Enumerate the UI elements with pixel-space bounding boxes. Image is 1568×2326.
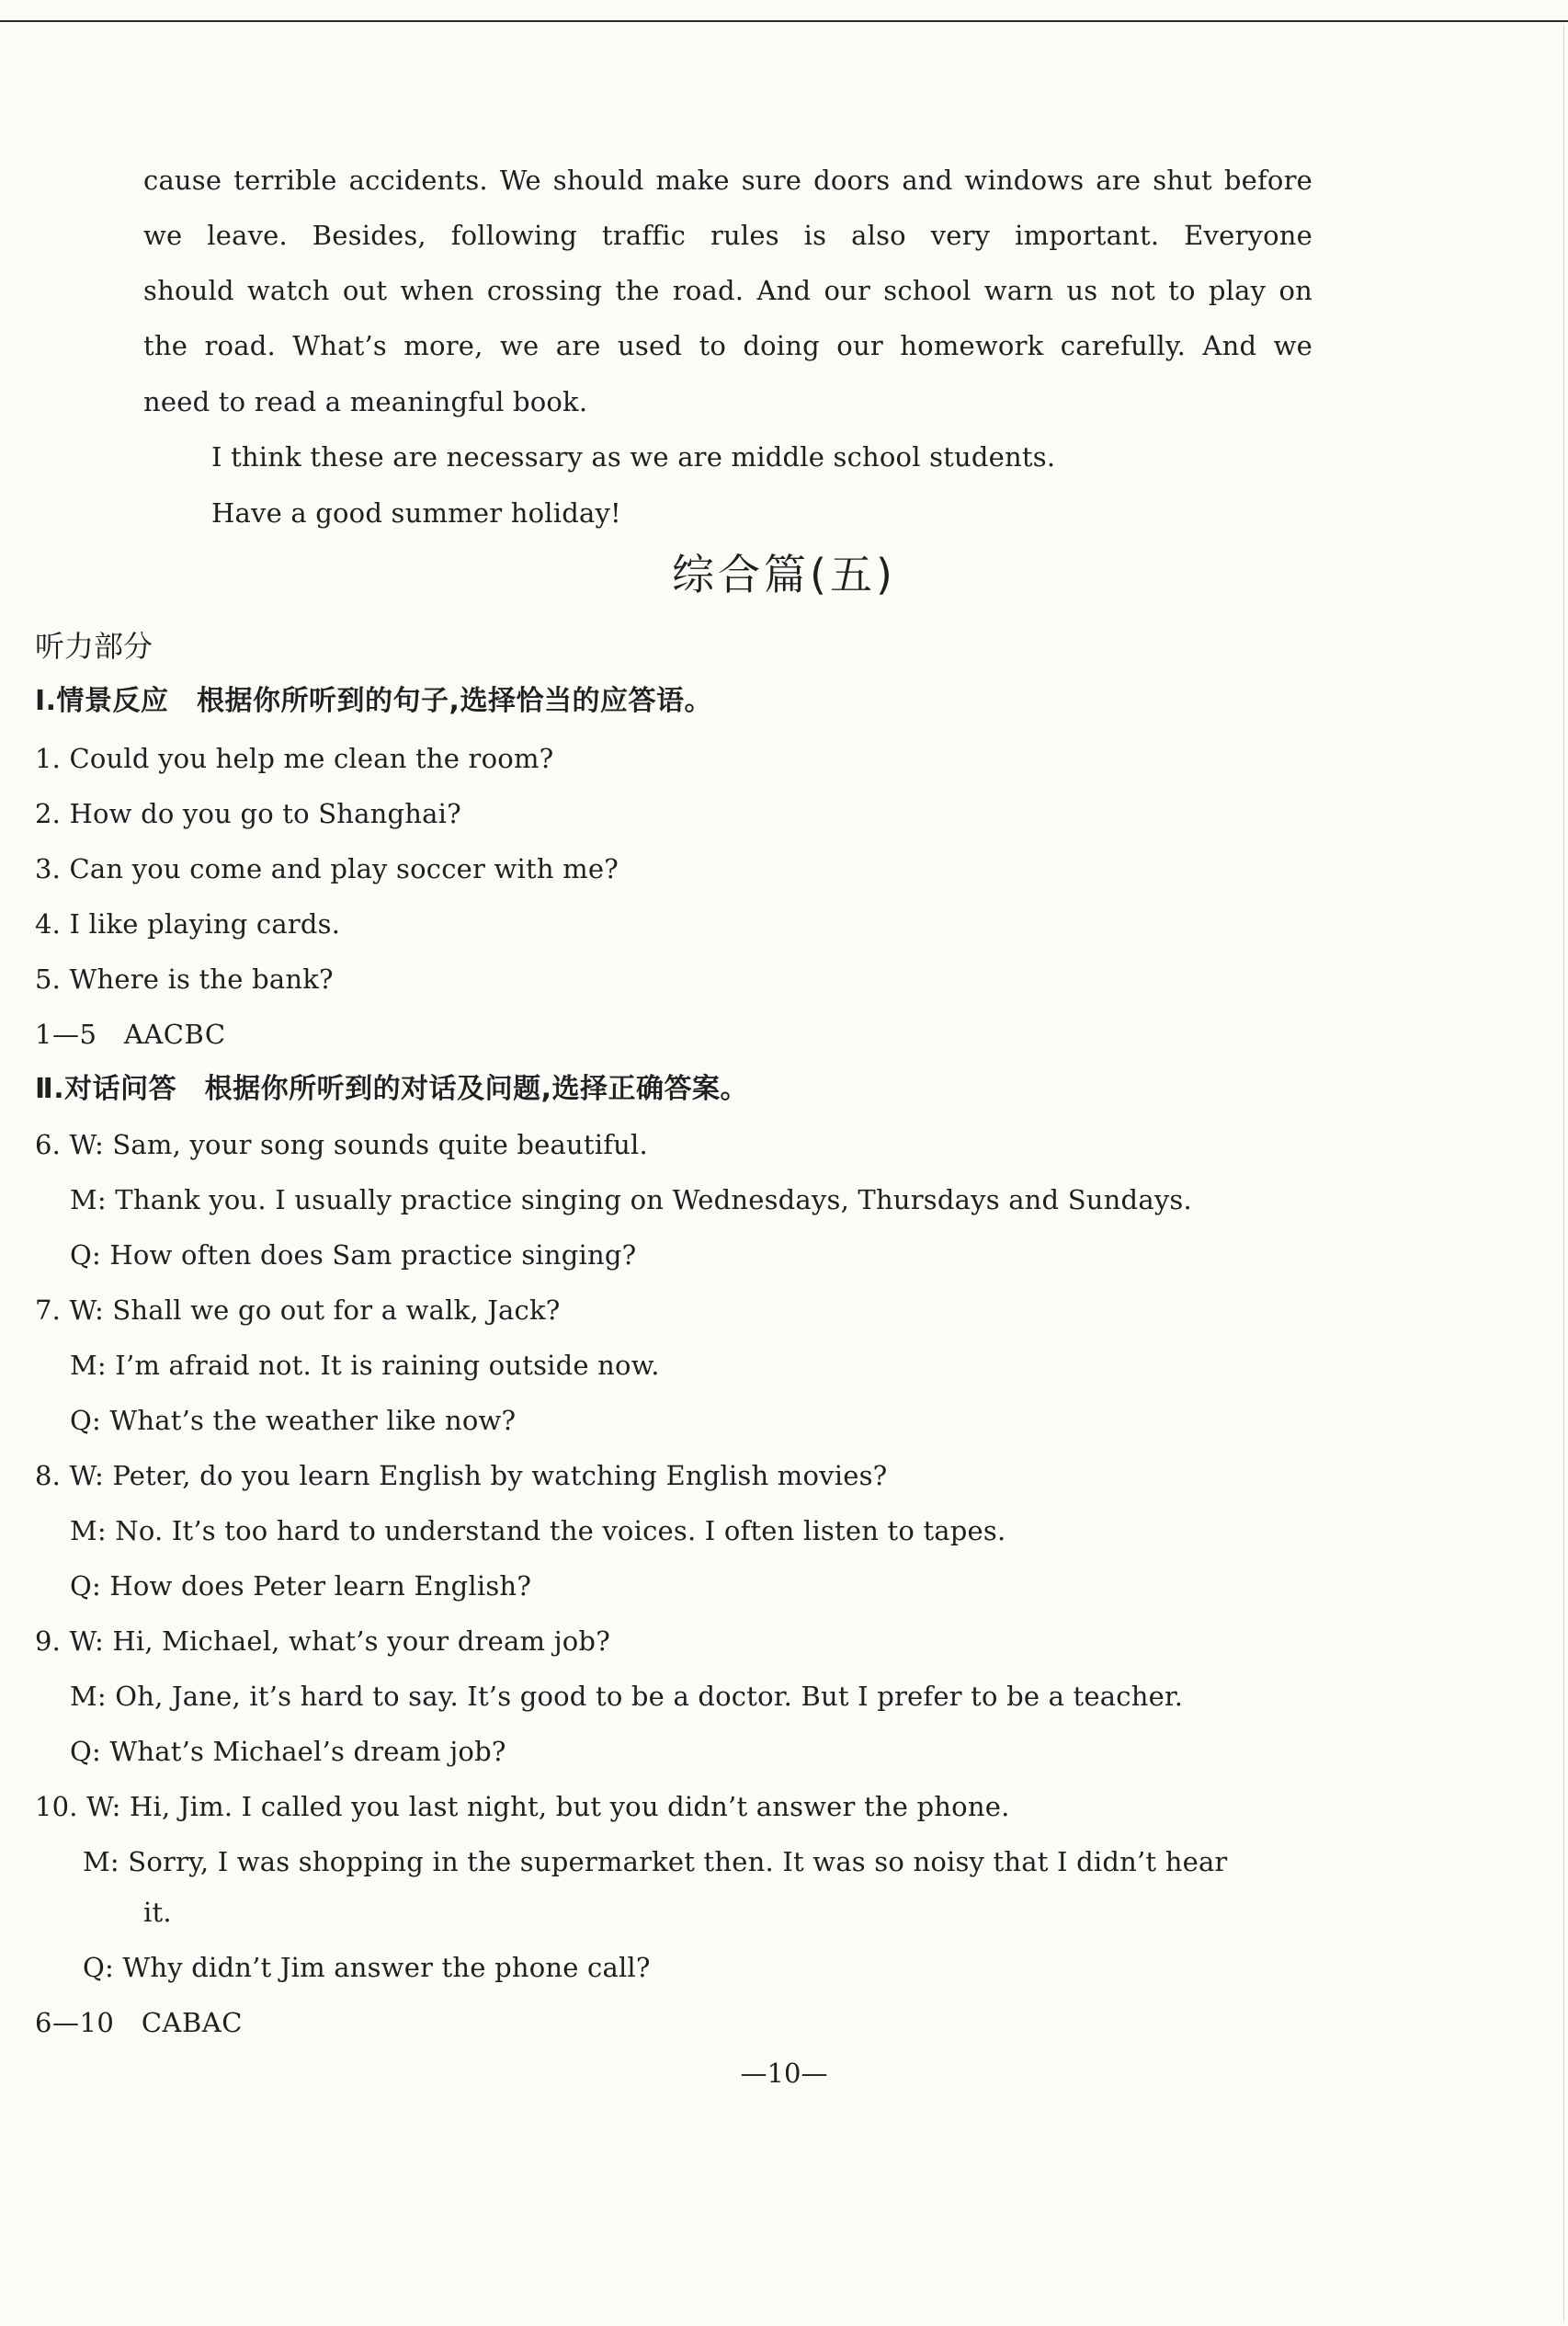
dialogue-7-q: Q: What’s the weather like now? [70, 1405, 517, 1436]
page-number: —10— [740, 2058, 828, 2089]
dialogue-6-q: Q: How often does Sam practice singing? [70, 1239, 637, 1271]
part1-item-2: 2. How do you go to Shanghai? [35, 798, 461, 829]
section-title: 综合篇(五) [672, 550, 896, 599]
dialogue-7-w: 7. W: Shall we go out for a walk, Jack? [35, 1294, 561, 1326]
passage-line-4: the road. What’s more, we are used to doing our homework carefully. And we [143, 330, 1312, 361]
dialogue-10-m-cont: it. [143, 1897, 172, 1928]
part2-answers: 6—10 CABAC [35, 2007, 243, 2038]
part1-heading: Ⅰ.情景反应 根据你所听到的句子,选择恰当的应答语。 [35, 685, 712, 717]
dialogue-10-w: 10. W: Hi, Jim. I called you last night, but you didn’t answer the phone. [35, 1791, 1010, 1822]
part1-item-4: 4. I like playing cards. [35, 908, 341, 940]
dialogue-10-q: Q: Why didn’t Jim answer the phone call? [83, 1952, 651, 1983]
dialogue-6-m: M: Thank you. I usually practice singing on Wednesdays, Thursdays and Sundays. [70, 1184, 1192, 1215]
passage-line-2: we leave. Besides, following traffic rules is also very important. Everyone [143, 220, 1312, 251]
passage-line-1: cause terrible accidents. We should make sure doors and windows are shut before [143, 165, 1312, 196]
dialogue-8-q: Q: How does Peter learn English? [70, 1570, 532, 1602]
dialogue-6-w: 6. W: Sam, your song sounds quite beautiful. [35, 1129, 648, 1160]
passage-paragraph-2: I think these are necessary as we are middle school students. [211, 441, 1056, 473]
passage-paragraph-3: Have a good summer holiday! [211, 497, 621, 529]
dialogue-9-w: 9. W: Hi, Michael, what’s your dream job? [35, 1625, 610, 1657]
listening-section-heading: 听力部分 [35, 629, 153, 664]
part1-item-5: 5. Where is the bank? [35, 963, 334, 995]
dialogue-9-m: M: Oh, Jane, it’s hard to say. It’s good to be a doctor. But I prefer to be a teacher. [70, 1681, 1184, 1712]
passage-line-5: need to read a meaningful book. [143, 386, 588, 417]
dialogue-8-w: 8. W: Peter, do you learn English by watching English movies? [35, 1460, 888, 1491]
dialogue-10-m: M: Sorry, I was shopping in the supermarket then. It was so noisy that I didn’t hear [83, 1846, 1228, 1877]
part1-item-3: 3. Can you come and play soccer with me? [35, 853, 619, 884]
part1-answers: 1—5 AACBC [35, 1019, 226, 1050]
part2-heading: Ⅱ.对话问答 根据你所听到的对话及问题,选择正确答案。 [35, 1073, 749, 1105]
dialogue-7-m: M: I’m afraid not. It is raining outside now. [70, 1350, 660, 1381]
dialogue-9-q: Q: What’s Michael’s dream job? [70, 1736, 506, 1767]
dialogue-8-m: M: No. It’s too hard to understand the voices. I often listen to tapes. [70, 1515, 1006, 1546]
passage-line-3: should watch out when crossing the road. And our school warn us not to play on [143, 275, 1312, 306]
part1-item-1: 1. Could you help me clean the room? [35, 743, 554, 774]
